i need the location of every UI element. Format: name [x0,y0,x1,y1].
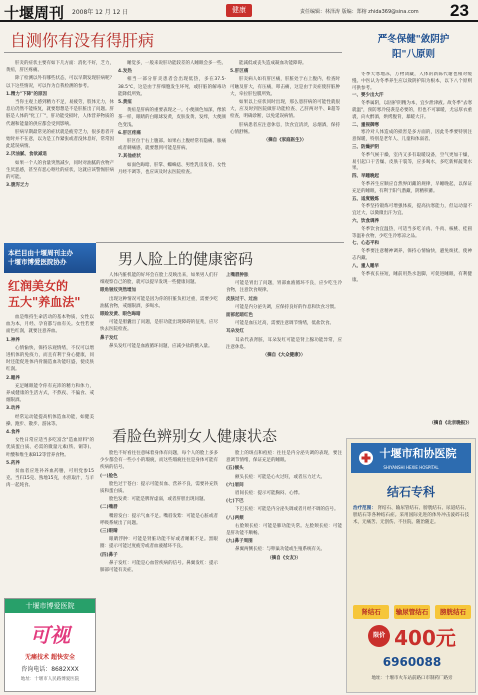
article-liver-col1 [6,60,114,240]
paragraph: 血是维持生命活动的基本物质，女性以血为本，月经、孕育都与血有关。女性若要面色红润，就要注意养血。 [6,315,94,335]
subheading: 1.精力"下降"的原因 [6,91,48,97]
subheading: (二)嘴唇 [100,505,118,511]
paragraph: 脸上的斑点和痘痘：往往是内分泌失调的表现，要注意调节情绪，保证充足的睡眠。 [226,451,342,464]
ad-hexie-scope [353,505,469,526]
medical-cross-icon [359,451,373,465]
ad-boai-tagline: 无痛技术 超快安全 [24,654,76,661]
paragraph: 充足睡眠能令你有充沛的精力和体力，养成健康的生活方式，不熬夜、不偏食、戒烟限酒。 [6,383,94,404]
paragraph: 冬季属阴，以固护阴精为本，宜少泄津液。故冬季"去寒就温"，预防寒冷侵袭是必要的，但也不可暴暖，尤忌厚衣重裘，向火醉酒，烘烤腹背，暴暖大汗。 [352,101,472,120]
ad-boai-hospital[interactable] [4,598,96,692]
scope-title: 治疗范围： [353,506,376,511]
paragraph: 冬季饮食宜温热，可适当多吃羊肉、牛肉、核桃、桂圆等温补食物，少吃生冷寒凉之品。 [352,226,472,239]
sidebar-winter-health [346,22,476,432]
subheading: 5.药养 [6,460,20,466]
subheading: (八)两颊 [226,515,244,521]
paragraph: 冬季养生应顺应自然界闭藏的规律，早睡晚起，以保证充足的睡眠，有利于阳气潜藏，阴精积蓄。 [352,181,472,194]
masthead: 十堰周刊 [4,4,65,22]
paragraph: 冬季天寒地冻，万物闭藏，人体的新陈代谢也相对缓慢。中医认为冬季养生应以敛阴护阳为根本，以下八个原则可供参考。 [352,72,472,91]
headline-blood-line2: 五大"养血法" [8,295,81,309]
paragraph: 出现这种情况可能是因为你的肝脏负担过重，需要少吃油腻食物，戒烟限酒，多喝水。 [100,296,218,309]
paragraph: 如面色晦暗、肝掌、蜘蛛痣、男性乳房发育、女性月经不调等，也应该及时去医院检查。 [118,162,226,175]
paragraph: 人体内脏机能的好坏会在脸上反映出来，如果男人们仔细观察自己的脸，就可以提早发现一些健康问题。 [100,273,218,286]
divider [96,242,344,243]
paragraph: 下巴长痘：可能是内分泌失调或者月经不调的信号。 [235,507,339,513]
subheading: 4.食养 [6,430,20,436]
paragraph: 贫血者应进补养血药膳，可用党参15克、当归15克、熟地15克，水煎取汁，与羊肉一起炖食。 [6,469,94,489]
paragraph: 耳朵代表肾脏，耳朵发红可能是肾上腺功能异常，应注意休息。 [226,337,342,350]
page-header [0,0,478,22]
subheading: 2.睡养 [6,375,20,381]
subheading: 6.肝区疼痛 [118,130,141,136]
subheading: 7.其他症状 [118,154,141,160]
paragraph: 嘴唇发白：提示气血不足。嘴唇发紫：可能是心脏或者呼吸系统出了问题。 [100,513,218,526]
paragraph: 经常运动能提高机体造血功能，如健美操、跑步、散步、游泳等。 [6,414,94,427]
page-number: 23 [450,1,469,20]
ad-boai-title: 十堰市博爱医院 [5,599,95,613]
service-bladder-stone[interactable]: 膀胱结石 [435,605,471,619]
subheading: (九)鼻子周围 [226,539,253,545]
subheading: 4.发热 [118,69,132,75]
paragraph: 鼻子发红：可能是心血管疾病的信号。鼻翼发红：提示肺部可能有炎症。 [100,560,218,574]
ad-hexie-dept: 结石专科 [386,485,435,499]
subheading: 五、适度锻炼 [352,196,379,202]
ad-hexie-price [357,625,467,650]
article-women-col2 [226,450,342,690]
paragraph: 脸色不好看往往意味着身体有问题，每个人的脸上多多少少都会有一些小小的瑕疵，而这些瑕疵往往是身体可能有疾病的信号。 [100,451,218,471]
subheading: 耳朵发红 [226,329,244,335]
headline-liver: 自测你有没有得肝病 [10,31,155,50]
paragraph: 脸色过于苍白：提示可能贫血、营养不良，需要补充铁质和蛋白质。 [100,481,218,495]
subheading: 四、早睡晚起 [352,174,379,180]
ad-hexie-hospital[interactable] [346,438,476,693]
paragraph: 可能是内分泌失调，应保持良好的作息和饮食习惯。 [235,304,339,310]
subheading: 一、要少出大汗 [352,93,384,99]
banner-line2: 十堰市博爱医院协办 [8,258,67,266]
ad-boai-phone: 咨询电话：8682XXX [21,666,79,673]
paragraph: 除了检测以外有哪些状态，可以早期发现肝病呢？以下这些情况，可以作为自我检测的参考。 [6,76,114,89]
column-banner [4,243,96,273]
paragraph: 黄疸是肝病的重要表现之一。小便颜色加深，像浓茶一样，眼睛的白眼球发黄，皮肤发黄、发痒，大便颜色变浅。 [118,108,226,128]
editor-line: 责任编辑：林泽涛 版编：郑榕 zhida369@sina.com [300,9,419,15]
subheading: 5.黄疸 [118,100,132,106]
paragraph: 肝病早期最常见的症状就是疲劳乏力，很多患者开始时并不在意，以为是工作紧张或者没休息好，常常因此延误病情。 [6,129,114,150]
ad-hexie-services [353,605,471,619]
paragraph: 肝炎病人如有肝区痛，肝脏处于右上腹内，检查时可触及肝大，有压痛，叩击痛，这是由于炎症使肝脏肿大，牵拉肝包膜所致。 [230,77,340,97]
subheading: 3.腹泻乏力 [6,183,29,189]
paragraph: 相当一部分肝炎患者会出现低热，多在37.5-38.5℃，这是由于肝细胞发生坏死，或肝脏的解毒功能降低所致。 [118,77,226,97]
paragraph: 如果一个人的食量突然减少，同时对油腻的食物产生厌恶感，甚至有恶心呕吐的症状，这就应该警惕肝病的可能。 [6,160,114,181]
paragraph: 脸色发黄：可能是脾胃虚弱，或者肝胆出现问题。 [109,497,208,503]
ad-hexie-phone[interactable]: 6960088 [382,655,442,669]
headline-women-face: 看脸色辨别女人健康状态 [112,427,278,445]
article-blood-body [6,314,94,594]
service-kidney-stone[interactable]: 肾结石 [353,605,389,619]
subheading: (五)额头 [226,466,244,472]
ad-hexie-address: 地址：十堰市火车站前路口市制药厂路旁 [371,676,453,681]
paragraph: 可能是胃出了问题，胃部血液循环不良，应少吃生冷食物，注意饮食规律。 [226,281,342,294]
subheading: 鼻子发红 [100,335,118,341]
hospital-name-text: 十堰市和协医院 [379,447,457,460]
scope-text: 肾结石、输尿管结石、膀胱结石、尿道结石、胆结石等各种结石症。采用国际先进的体外冲击波碎石技术，无痛苦、无创伤、不住院、随治随走。 [353,506,470,525]
paragraph: 眼睛浮肿：可能是肾脏功能不好或者睡眠不足。黑眼圈：提示可能过度疲劳或者血液循环不良。 [100,537,218,550]
headline-men-face: 男人脸上的健康密码 [118,250,254,268]
banner-line1: 本栏目由十堰周刊主办 [8,249,73,257]
byline: （摘自《女友》） [267,555,301,561]
paragraph: 肝炎的症状主要有如下几方面：消化不好，乏力，黄疸，肝区疼痛。 [6,61,114,74]
article-men-col1 [100,272,218,418]
paragraph: 寒冷对人体造成的损害是多方面的，因此冬季要特别注意保暖，特别是老年人、儿童和体弱者。 [352,130,472,143]
subheading: (四)鼻子 [100,552,118,558]
paragraph: 如果以上症状同时出现，那么患肝病的可能性就很大，应及时到医院做肝功能检查、乙肝两对半、B超等检查，明确诊断，以免延误病情。 [230,100,340,120]
subheading: 上嘴唇肿胀 [226,273,249,278]
paragraph: 鼻头发红可能是血液循环问题，应减少盐的摄入量。 [109,343,213,349]
subheading: 面部起暗红色 [226,313,253,319]
byline: （摘自《家庭医生》） [263,138,307,144]
subheading: 1.神养 [6,337,20,343]
paragraph: 可能是胆囊出了问题，是肝功能出现障碍的征兆，应尽快去医院检查。 [100,320,218,333]
subheading: 5.肝区痛 [230,69,249,75]
paragraph: 右脸颊长痘：可能是肺功能失常。左脸颊长痘：可能是肝功能不顺畅。 [226,523,342,537]
paragraph: 当你主观上感到精力不足，易疲劳，肢体无力，休息后仍然不能恢复，就要想想是不是肝脏出了问题。肝脏是人体的"化工厂"，肝功能受损时，人体营养物质的代谢和能量的供应都会受到影响。 [6,100,114,127]
article-men-col2 [226,272,342,418]
service-ureter-stone[interactable]: 输尿管结石 [394,605,430,619]
subheading: 二、重视御寒 [352,122,379,128]
paragraph: 肝病患者应注意休息，饮食宜清淡，忌烟酒，保持心情舒畅。 [230,122,340,135]
subheading: 三、防燥护阴 [352,144,379,150]
subheading: 皮肤过干、过油 [226,296,258,302]
divider [4,52,342,53]
headline-blood [8,278,96,310]
paragraph: 冬季坚持锻炼可增强体质，提高抗寒能力，但运动量不宜过大，以微微出汗为宜。 [352,204,472,217]
ad-hexie-english: SHIYANSHI HEXIE HOSPITAL [383,465,439,470]
sidebar-byline: （摘自《北京晚报》） [429,421,472,426]
paragraph: 女性日常应适当多吃富含"造血原料"的优质蛋白质、必需的微量元素(铁、铜等)、叶酸和维生素B12等营养食物。 [6,438,94,458]
paragraph: 鼻翼两侧长痘：与卵巢功能或生殖系统有关。 [235,547,325,553]
article-liver-col3 [230,60,340,240]
subheading: (一)脸色 [100,473,118,479]
sidebar-title-line2: 阳"八原则 [392,49,435,60]
ad-boai-address: 地址：十堰市人民路博爱医院 [20,677,80,682]
paragraph: 心情愉快，保持乐观情绪，不仅可以增进机体的免疫力，而且有利于身心健康，同时还能促进体内骨髓造血功能旺盛，使皮肤红润。 [6,345,94,373]
paragraph: 冬季气候干燥，室内又多有取暖设备，空气更加干燥，易引起口干舌燥、皮肤干裂等，应多喝水，多吃新鲜蔬菜水果。 [352,152,472,172]
byline: （摘自《大众健康》） [262,353,306,359]
sidebar-title [356,32,471,62]
article-women-col1 [100,450,218,690]
subheading: 眼睑发黄、眼色晦暗 [100,312,141,318]
sidebar-body [352,72,472,412]
subheading: 六、饮食调养 [352,218,379,224]
paragraph: 能减低或丧失造成凝血功能障碍。 [239,61,307,66]
subheading: 八、重人睡早 [352,263,379,269]
paragraph: 冬季夜长昼短，睡前用热水泡脚，可促进睡眠，有利健康。 [352,271,472,284]
headline-blood-line1: 红润美女的 [8,279,69,293]
subheading: 2.厌油腻、食欲减退 [6,152,47,158]
subheading: 3.动养 [6,406,20,412]
paragraph: 肝区位于右上腹部。如果右上腹经常有隐痛、胀痛或者刺痛感，就要想到可能是肝病。 [118,139,226,152]
paragraph: 可能是血压过高，需要注意调节情绪，低盐饮食。 [235,321,334,327]
subheading: (三)眼睛 [100,529,118,535]
paragraph: 冬季要注意精神调养，保持心情愉快，避免烦扰，使神志内藏。 [352,249,472,261]
subheading: (七)下巴 [226,499,244,505]
article-liver-col2 [118,60,226,240]
paragraph: 睡觉多，一般来说肝功能较差的人睡眠会多一些。 [127,61,226,66]
subheading: 七、心态平和 [352,241,379,247]
subheading: 眼角皱纹突然增加 [100,288,136,294]
price-tag: 限价 [368,625,390,647]
paragraph: 额头长痘：可能是心火过旺，或者压力过大。 [235,474,325,480]
sidebar-title-line1: 严冬保健"敛阴护 [377,34,450,45]
price-value: 400元 [394,625,456,650]
paragraph: 眉间长痘：提示可能胸闷、心悸。 [235,491,303,497]
subheading: (六)眉间 [226,482,244,488]
dateline: 2008年 12 月 12 日 [72,9,129,16]
ad-boai-headline: 可视 [30,623,70,647]
section-tag: 健康 [226,4,252,17]
